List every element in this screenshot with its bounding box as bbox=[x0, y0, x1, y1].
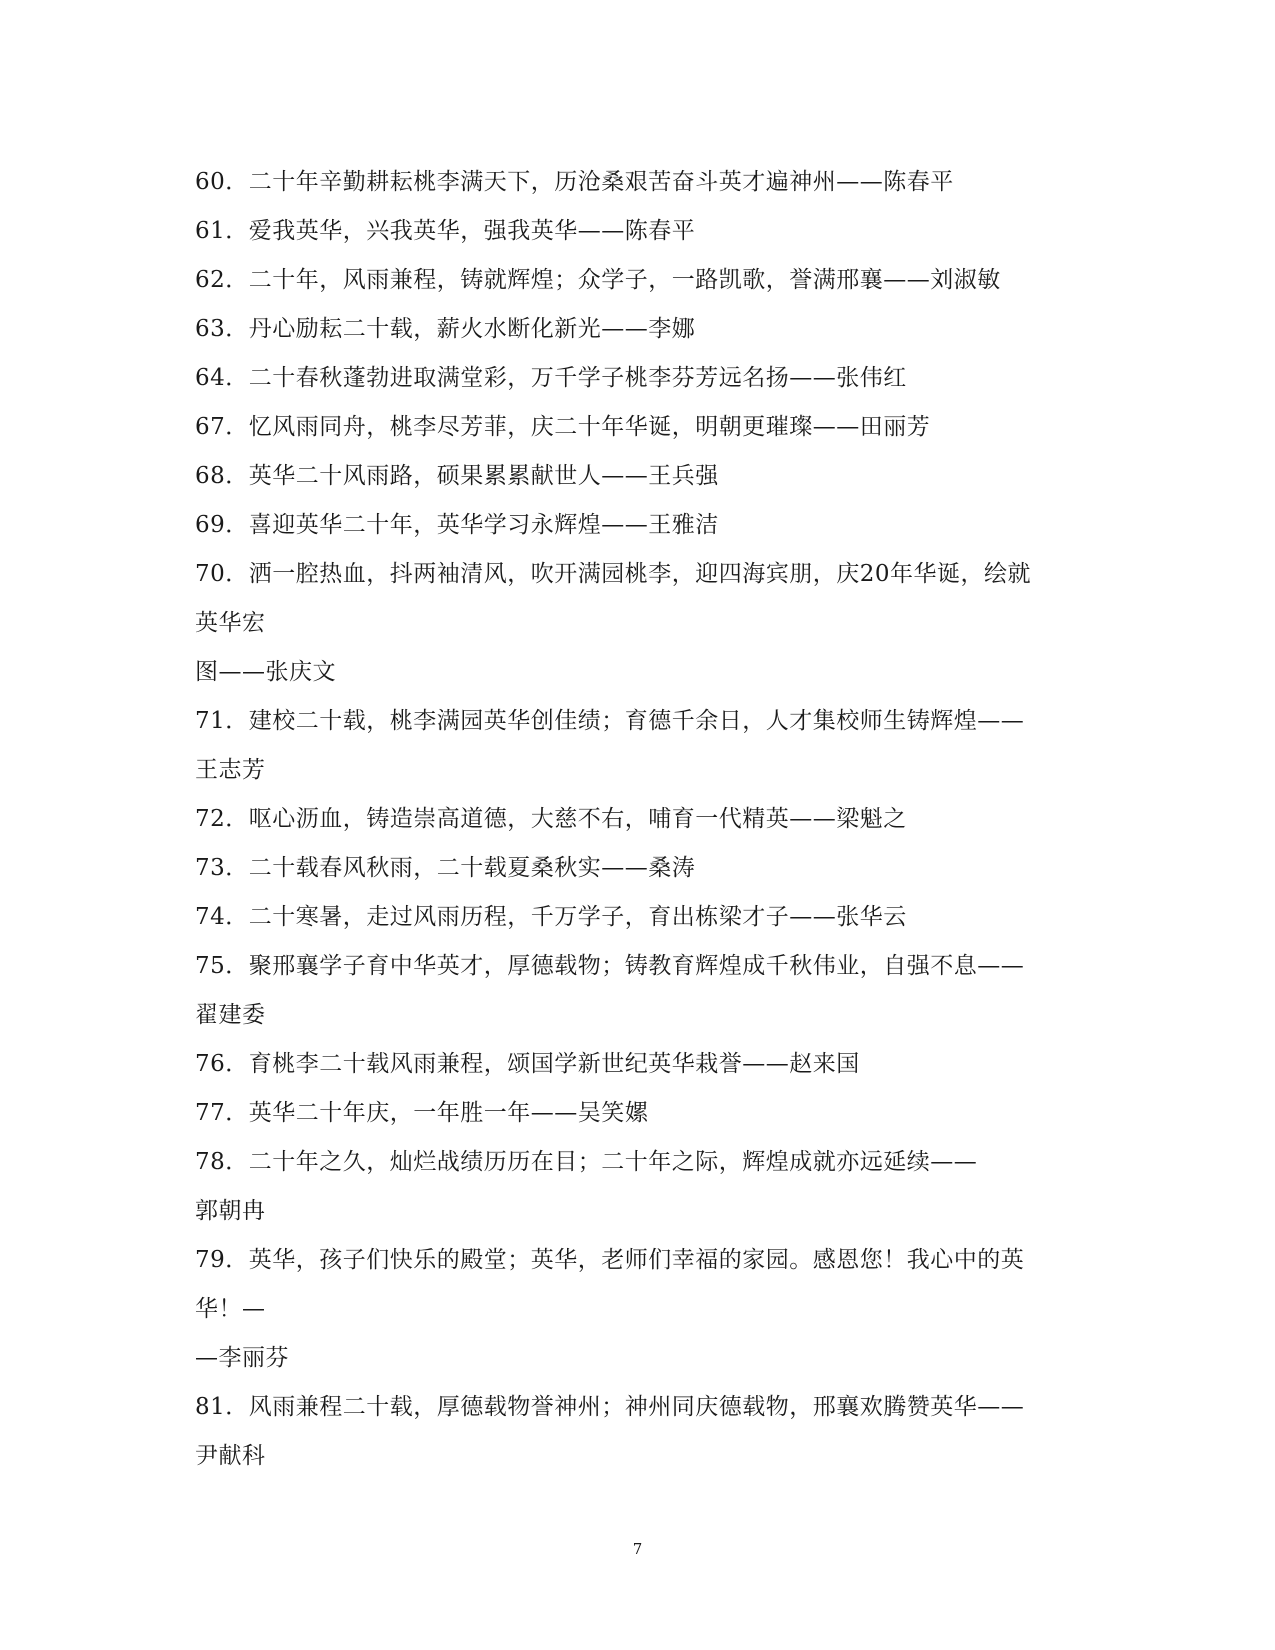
text-line: 76．育桃李二十载风雨兼程，颂国学新世纪英华栽誉——赵来国 bbox=[195, 1051, 860, 1077]
text-line: 61．爱我英华，兴我英华，强我英华——陈春平 bbox=[195, 218, 696, 244]
text-line: 78．二十年之久，灿烂战绩历历在目；二十年之际，辉煌成就亦远延续—— bbox=[195, 1149, 978, 1175]
text-line: 62．二十年，风雨兼程，铸就辉煌；众学子，一路凯歌，誉满邢襄——刘淑敏 bbox=[195, 267, 1001, 293]
text-line: 72．呕心沥血，铸造崇高道德，大慈不右，哺育一代精英——梁魁之 bbox=[195, 806, 907, 832]
page-number: 7 bbox=[632, 1540, 643, 1558]
text-line: 尹献科 bbox=[195, 1443, 266, 1469]
text-line: 67．忆风雨同舟，桃李尽芳菲，庆二十年华诞，明朝更璀璨——田丽芳 bbox=[195, 414, 931, 440]
text-line: 81．风雨兼程二十载，厚德载物誉神州；神州同庆德载物，邢襄欢腾赞英华—— bbox=[195, 1394, 1025, 1420]
text-line: 70．洒一腔热血，抖两袖清风，吹开满园桃李，迎四海宾朋，庆20年华诞，绘就 bbox=[195, 561, 1032, 587]
text-line: 翟建委 bbox=[195, 1002, 266, 1028]
text-line: 68．英华二十风雨路，硕果累累献世人——王兵强 bbox=[195, 463, 719, 489]
text-line: 77．英华二十年庆，一年胜一年——吴笑嫘 bbox=[195, 1100, 649, 1126]
text-line: 71．建校二十载，桃李满园英华创佳绩；育德千余日，人才集校师生铸辉煌—— bbox=[195, 708, 1025, 734]
text-line: 英华宏 bbox=[195, 610, 266, 636]
text-line: 63．丹心励耘二十载，薪火水断化新光——李娜 bbox=[195, 316, 696, 342]
text-line: 69．喜迎英华二十年，英华学习永辉煌——王雅洁 bbox=[195, 512, 719, 538]
text-line: 73．二十载春风秋雨，二十载夏桑秋实——桑涛 bbox=[195, 855, 696, 881]
text-line: 华！— bbox=[195, 1296, 266, 1322]
text-line: 64．二十春秋蓬勃进取满堂彩，万千学子桃李芬芳远名扬——张伟红 bbox=[195, 365, 907, 391]
text-line: 74．二十寒暑，走过风雨历程，千万学子，育出栋梁才子——张华云 bbox=[195, 904, 907, 930]
text-line: 王志芳 bbox=[195, 757, 266, 783]
text-line: 郭朝冉 bbox=[195, 1198, 266, 1224]
text-line: 60．二十年辛勤耕耘桃李满天下，历沧桑艰苦奋斗英才遍神州——陈春平 bbox=[195, 169, 954, 195]
text-line: 75．聚邢襄学子育中华英才，厚德载物；铸教育辉煌成千秋伟业，自强不息—— bbox=[195, 953, 1025, 979]
text-line: —李丽芬 bbox=[195, 1345, 289, 1371]
text-line: 79．英华，孩子们快乐的殿堂；英华，老师们幸福的家园。感恩您！我心中的英 bbox=[195, 1247, 1025, 1273]
text-body bbox=[195, 158, 1075, 1481]
text-line: 图——张庆文 bbox=[195, 659, 336, 685]
